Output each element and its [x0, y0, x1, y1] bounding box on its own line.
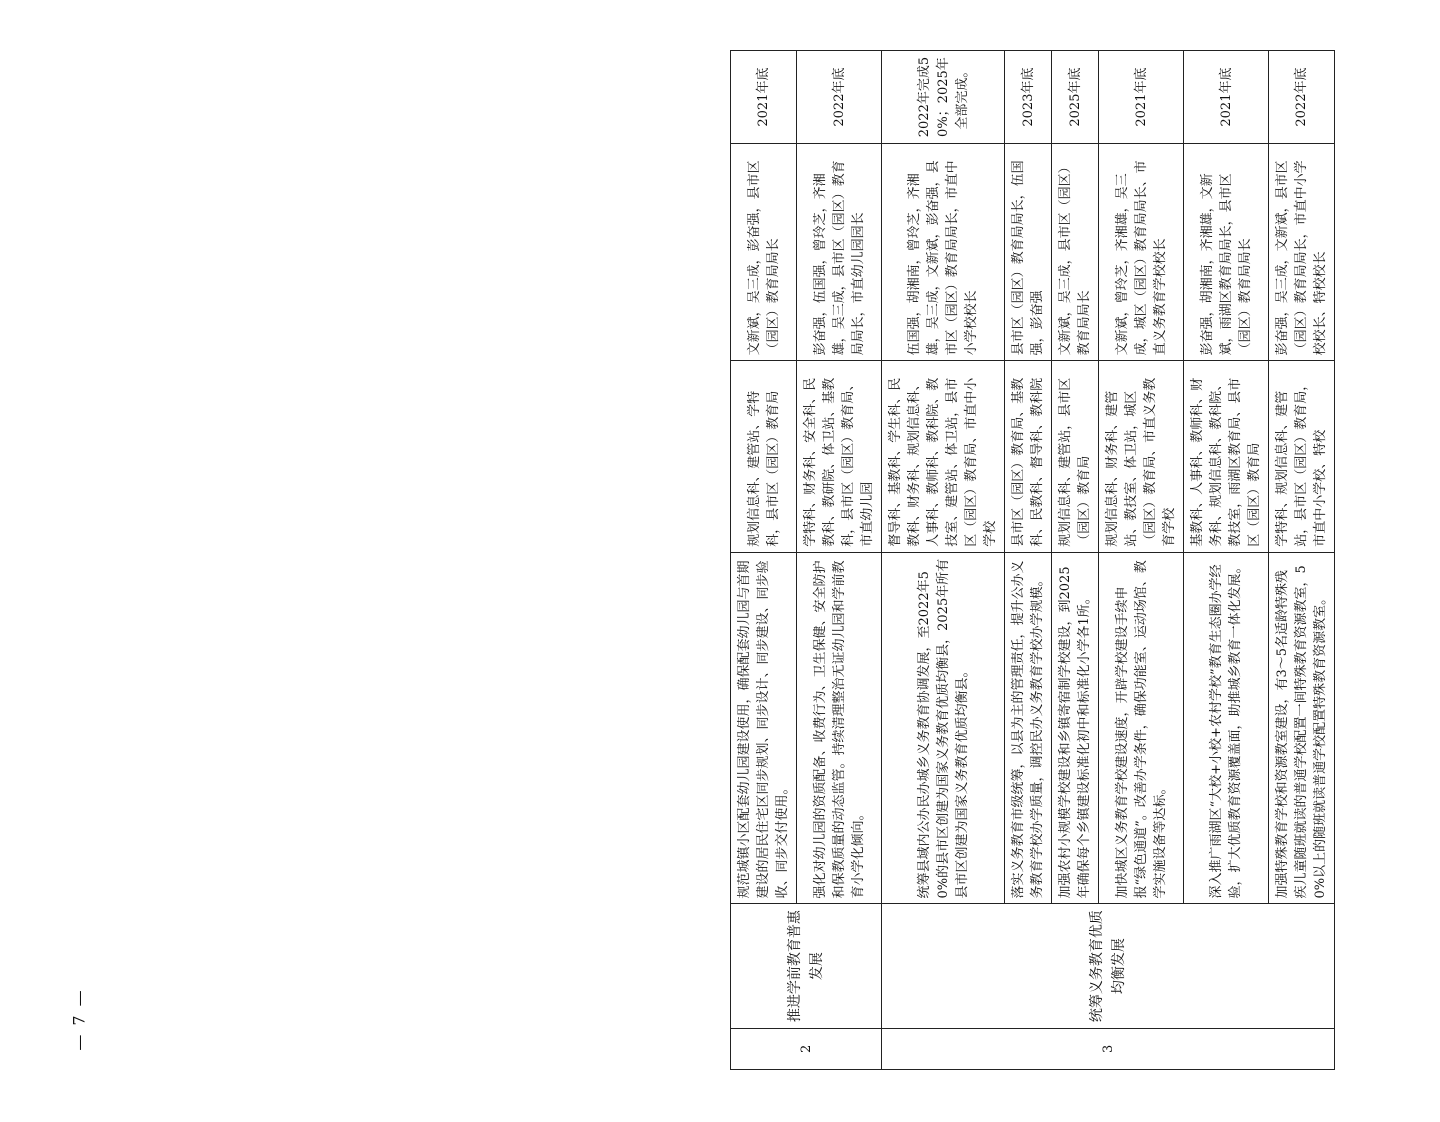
- lead-unit-cell: 学特科、财务科、安全科、民教科、教研院、体卫站、基教科，县市区（园区）教育局、市直幼儿园: [797, 361, 882, 552]
- deadline-cell: 2022年底: [1269, 51, 1335, 144]
- table-row: [731, 51, 797, 1070]
- lead-unit-cell: 学特科、规划信息科、建管站，县市区（园区）教育局，市直中小学校、特校: [1269, 361, 1335, 552]
- lead-unit-cell: 规划信息科、建管站、学特科，县市区（园区）教育局: [731, 361, 797, 552]
- measure-cell: 强化对幼儿园的资质配备、收费行为、卫生保健、安全防护和保教质量的动态监管。持续清理整治无证幼儿园和学前教育小学化倾向。: [797, 552, 882, 904]
- deadline-cell: 2021年底: [731, 51, 797, 144]
- responsible-cell: 彭奋强，胡湘南，齐湘雄，文新斌，雨湖区教育局局长，县市区（园区）教育局局长: [1184, 144, 1269, 361]
- responsible-cell: 文新斌，曾玲芝，齐湘雄，吴三成，城区（园区）教育局局长、市直义务教育学校校长: [1099, 144, 1184, 361]
- page-canvas: [720, 40, 1440, 1080]
- lead-unit-cell: 规划信息科、建管站，县市区（园区）教育局: [1052, 361, 1099, 552]
- page-number-text: — 7 —: [69, 988, 89, 1051]
- lead-unit-cell: 县市区（园区）教育局、基教科、民教科、督导科、教科院: [1005, 361, 1052, 552]
- row-number: 2: [731, 1028, 882, 1069]
- lead-unit-cell: 规划信息科、财务科、建管站、教技室、体卫站，城区（园区）教育局、市直义务教育学校: [1099, 361, 1184, 552]
- measure-cell: 落实义务教育市级统筹，以县为主的管理责任，提升公办义务教育学校办学质量，调控民办义务教育学校办学规模。: [1005, 552, 1052, 904]
- deadline-cell: 2021年底: [1184, 51, 1269, 144]
- responsible-cell: 县市区（园区）教育局局长，伍国强，彭奋强: [1005, 144, 1052, 361]
- deadline-cell: 2022年底: [797, 51, 882, 144]
- measure-cell: 加强农村小规模学校建设和乡镇寄宿制学校建设，到2025年确保每个乡镇建设标准化初中和标准化小学各1所。: [1052, 552, 1099, 904]
- lead-unit-cell: 督导科、基教科、学生科、民教科、财务科、规划信息科、人事科、教师科、教科院、教技室、建管站、体卫站，县市区（园区）教育局、市直中小学校: [882, 361, 1005, 552]
- deadline-cell: 2021年底: [1099, 51, 1184, 144]
- responsible-cell: 文新斌，吴三成，县市区（园区）教育局局长: [1052, 144, 1099, 361]
- deadline-cell: 2025年底: [1052, 51, 1099, 144]
- page-number: [48, 988, 110, 1051]
- deadline-cell: 2023年底: [1005, 51, 1052, 144]
- measure-cell: 加强特殊教育学校和资源教室建设，有3～5名适龄特殊残疾儿童随班就读的普通学校配置一间特殊教育资源教室，50%以上的随班就读普通学校配置特殊教育资源教室。: [1269, 552, 1335, 904]
- table-row: [882, 51, 1005, 1070]
- responsible-cell: 彭奋强，吴三成，文新斌，县市区（园区）教育局局长，市直中小学校校长、特校校长: [1269, 144, 1335, 361]
- task-name: 统筹义务教育优质均衡发展: [882, 904, 1335, 1028]
- measure-cell: 深入推广雨湖区“大校+小校+农村学校”教育生态圈办学经验，扩大优质教育资源覆盖面，助推城乡教育一体化发展。: [1184, 552, 1269, 904]
- measure-cell: 规范城镇小区配套幼儿园建设使用，确保配套幼儿园与首期建设的居民住宅区同步规划、同步设计、同步建设、同步验收、同步交付使用。: [731, 552, 797, 904]
- task-table: [730, 50, 1335, 1070]
- responsible-cell: 彭奋强，伍国强，曾玲芝，齐湘雄，吴三成，县市区（园区）教育局局长，市直幼儿园园长: [797, 144, 882, 361]
- task-name: 推进学前教育普惠发展: [731, 904, 882, 1028]
- deadline-cell: 2022年完成50%；2025年全部完成。: [882, 51, 1005, 144]
- responsible-cell: 伍国强，胡湘南，曾玲芝，齐湘雄，吴三成，文新斌，彭奋强，县市区（园区）教育局局长，市直中小学校校长: [882, 144, 1005, 361]
- row-number: 3: [882, 1028, 1335, 1069]
- responsible-cell: 文新斌，吴三成，彭奋强，县市区（园区）教育局局长: [731, 144, 797, 361]
- measure-cell: 加快城区义务教育学校建设速度，开辟学校建设手续申报“绿色通道”。改善办学条件，确保功能室、运动场馆、教学实施设备等达标。: [1099, 552, 1184, 904]
- measure-cell: 统筹县域内公办民办城乡义务教育协调发展，至2022年50%的县市区创建为国家义务教育优质均衡县，2025年所有县市区创建为国家义务教育优质均衡县。: [882, 552, 1005, 904]
- lead-unit-cell: 基教科、人事科、教师科、财务科、规划信息科、教科院、教技室，雨湖区教育局、县市区（园区）教育局: [1184, 361, 1269, 552]
